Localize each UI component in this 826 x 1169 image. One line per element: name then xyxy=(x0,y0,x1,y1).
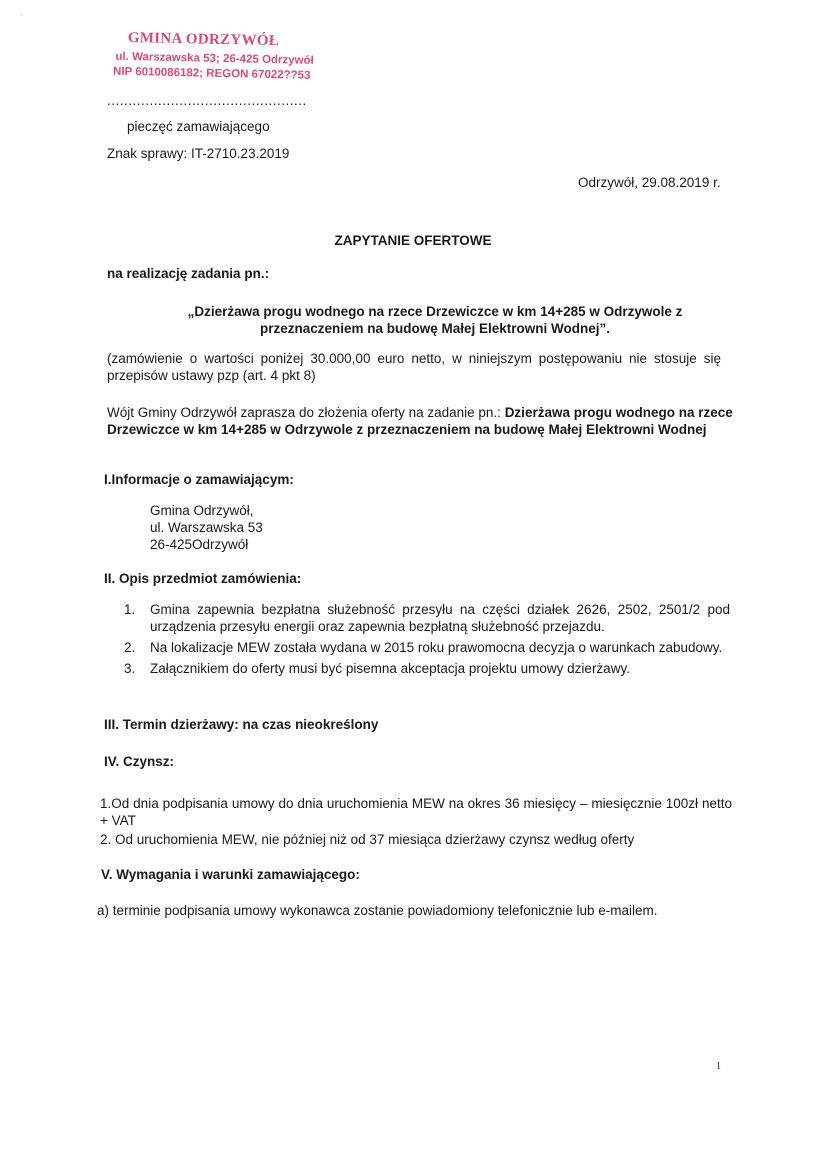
scan-mark: · xyxy=(20,10,23,19)
task-name-line-1: „Dzierżawa progu wodnego na rzece Drzewiczce w km 14+285 w Odrzywole z xyxy=(187,304,683,319)
task-name xyxy=(150,303,720,337)
list-item xyxy=(124,601,730,635)
list-text: Na lokalizacje MEW została wydana w 2015 roku prawomocna decyzja o warunkach zabudowy. xyxy=(150,640,723,655)
invitation-paragraph xyxy=(107,404,733,438)
document-title: ZAPYTANIE OFERTOWE xyxy=(334,233,492,248)
page-number: 1 xyxy=(716,1061,721,1072)
section-2-heading: II. Opis przedmiot zamówienia: xyxy=(104,571,302,586)
requirement-a: a) terminie podpisania umowy wykonawca zostanie powiadomiony telefonicznie lub e-mailem. xyxy=(97,903,658,918)
invitation-plain: Wójt Gminy Odrzywół zaprasza do złożenia oferty na zadanie pn.: xyxy=(107,405,505,420)
section-4-heading: IV. Czynsz: xyxy=(104,754,175,769)
list-item xyxy=(124,639,730,656)
address-line-3: 26-425Odrzywół xyxy=(150,537,249,552)
list-item xyxy=(124,660,730,677)
rent-line-2: 2. Od uruchomienia MEW, nie później niż od 37 miesiąca dzierżawy czynsz według oferty xyxy=(100,832,635,847)
address-line-1: Gmina Odrzywół, xyxy=(150,503,254,518)
list-number: 1. xyxy=(124,602,136,617)
value-note: (zamówienie o wartości poniżej 30.000,00 euro netto, w niniejszym postępowaniu nie stosuje się przepisów ustawy pzp (art. 4 pkt 8) xyxy=(107,351,721,383)
stamp-address: ul. Warszawska 53; 26-425 Odrzywół xyxy=(115,50,314,67)
rent-line-1: 1.Od dnia podpisania umowy do dnia uruchomienia MEW na okres 36 miesięcy – miesięcznie 100zł netto + VAT xyxy=(100,796,732,828)
stamp-ids: NIP 6010086182; REGON 67022??53 xyxy=(112,65,311,82)
institution-stamp xyxy=(112,30,314,82)
case-number: Znak sprawy: IT-2710.23.2019 xyxy=(107,146,290,161)
invitation-task-name: Dzierżawa progu wodnego na rzece Drzewiczce w km 14+285 w Odrzywole z przeznaczeniem na budowę Małej Elektrowni Wodnej xyxy=(107,405,733,437)
task-name-line-2: przeznaczeniem na budowę Małej Elektrowni Wodnej”. xyxy=(259,321,611,336)
task-intro: na realizację zadania pn.: xyxy=(107,266,270,281)
section-3-heading: III. Termin dzierżawy: na czas nieokreślony xyxy=(104,717,379,732)
list-text: Załącznikiem do oferty musi być pisemna akceptacja projektu umowy dzierżawy. xyxy=(150,661,630,676)
place-date: Odrzywół, 29.08.2019 r. xyxy=(578,175,721,190)
list-number: 2. xyxy=(124,640,136,655)
section-5-heading: V. Wymagania i warunki zamawiającego: xyxy=(101,867,360,882)
address-line-2: ul. Warszawska 53 xyxy=(150,520,263,535)
section-1-heading: I.Informacje o zamawiającym: xyxy=(104,472,294,487)
section-2-list xyxy=(124,601,730,681)
list-text: Gmina zapewnia bezpłatna służebność przesyłu na części działek 2626, 2502, 2501/2 pod urządzenia przesyłu energii oraz zapewnia bezpłatną służebność przejazdu. xyxy=(150,602,730,634)
section-1-address xyxy=(150,502,263,553)
dotted-line: ............................................... xyxy=(107,93,307,108)
stamp-caption: pieczęć zamawiającego xyxy=(127,119,270,134)
list-number: 3. xyxy=(124,661,136,676)
stamp-name: GMINA ODRZYWÓŁ xyxy=(127,30,280,50)
